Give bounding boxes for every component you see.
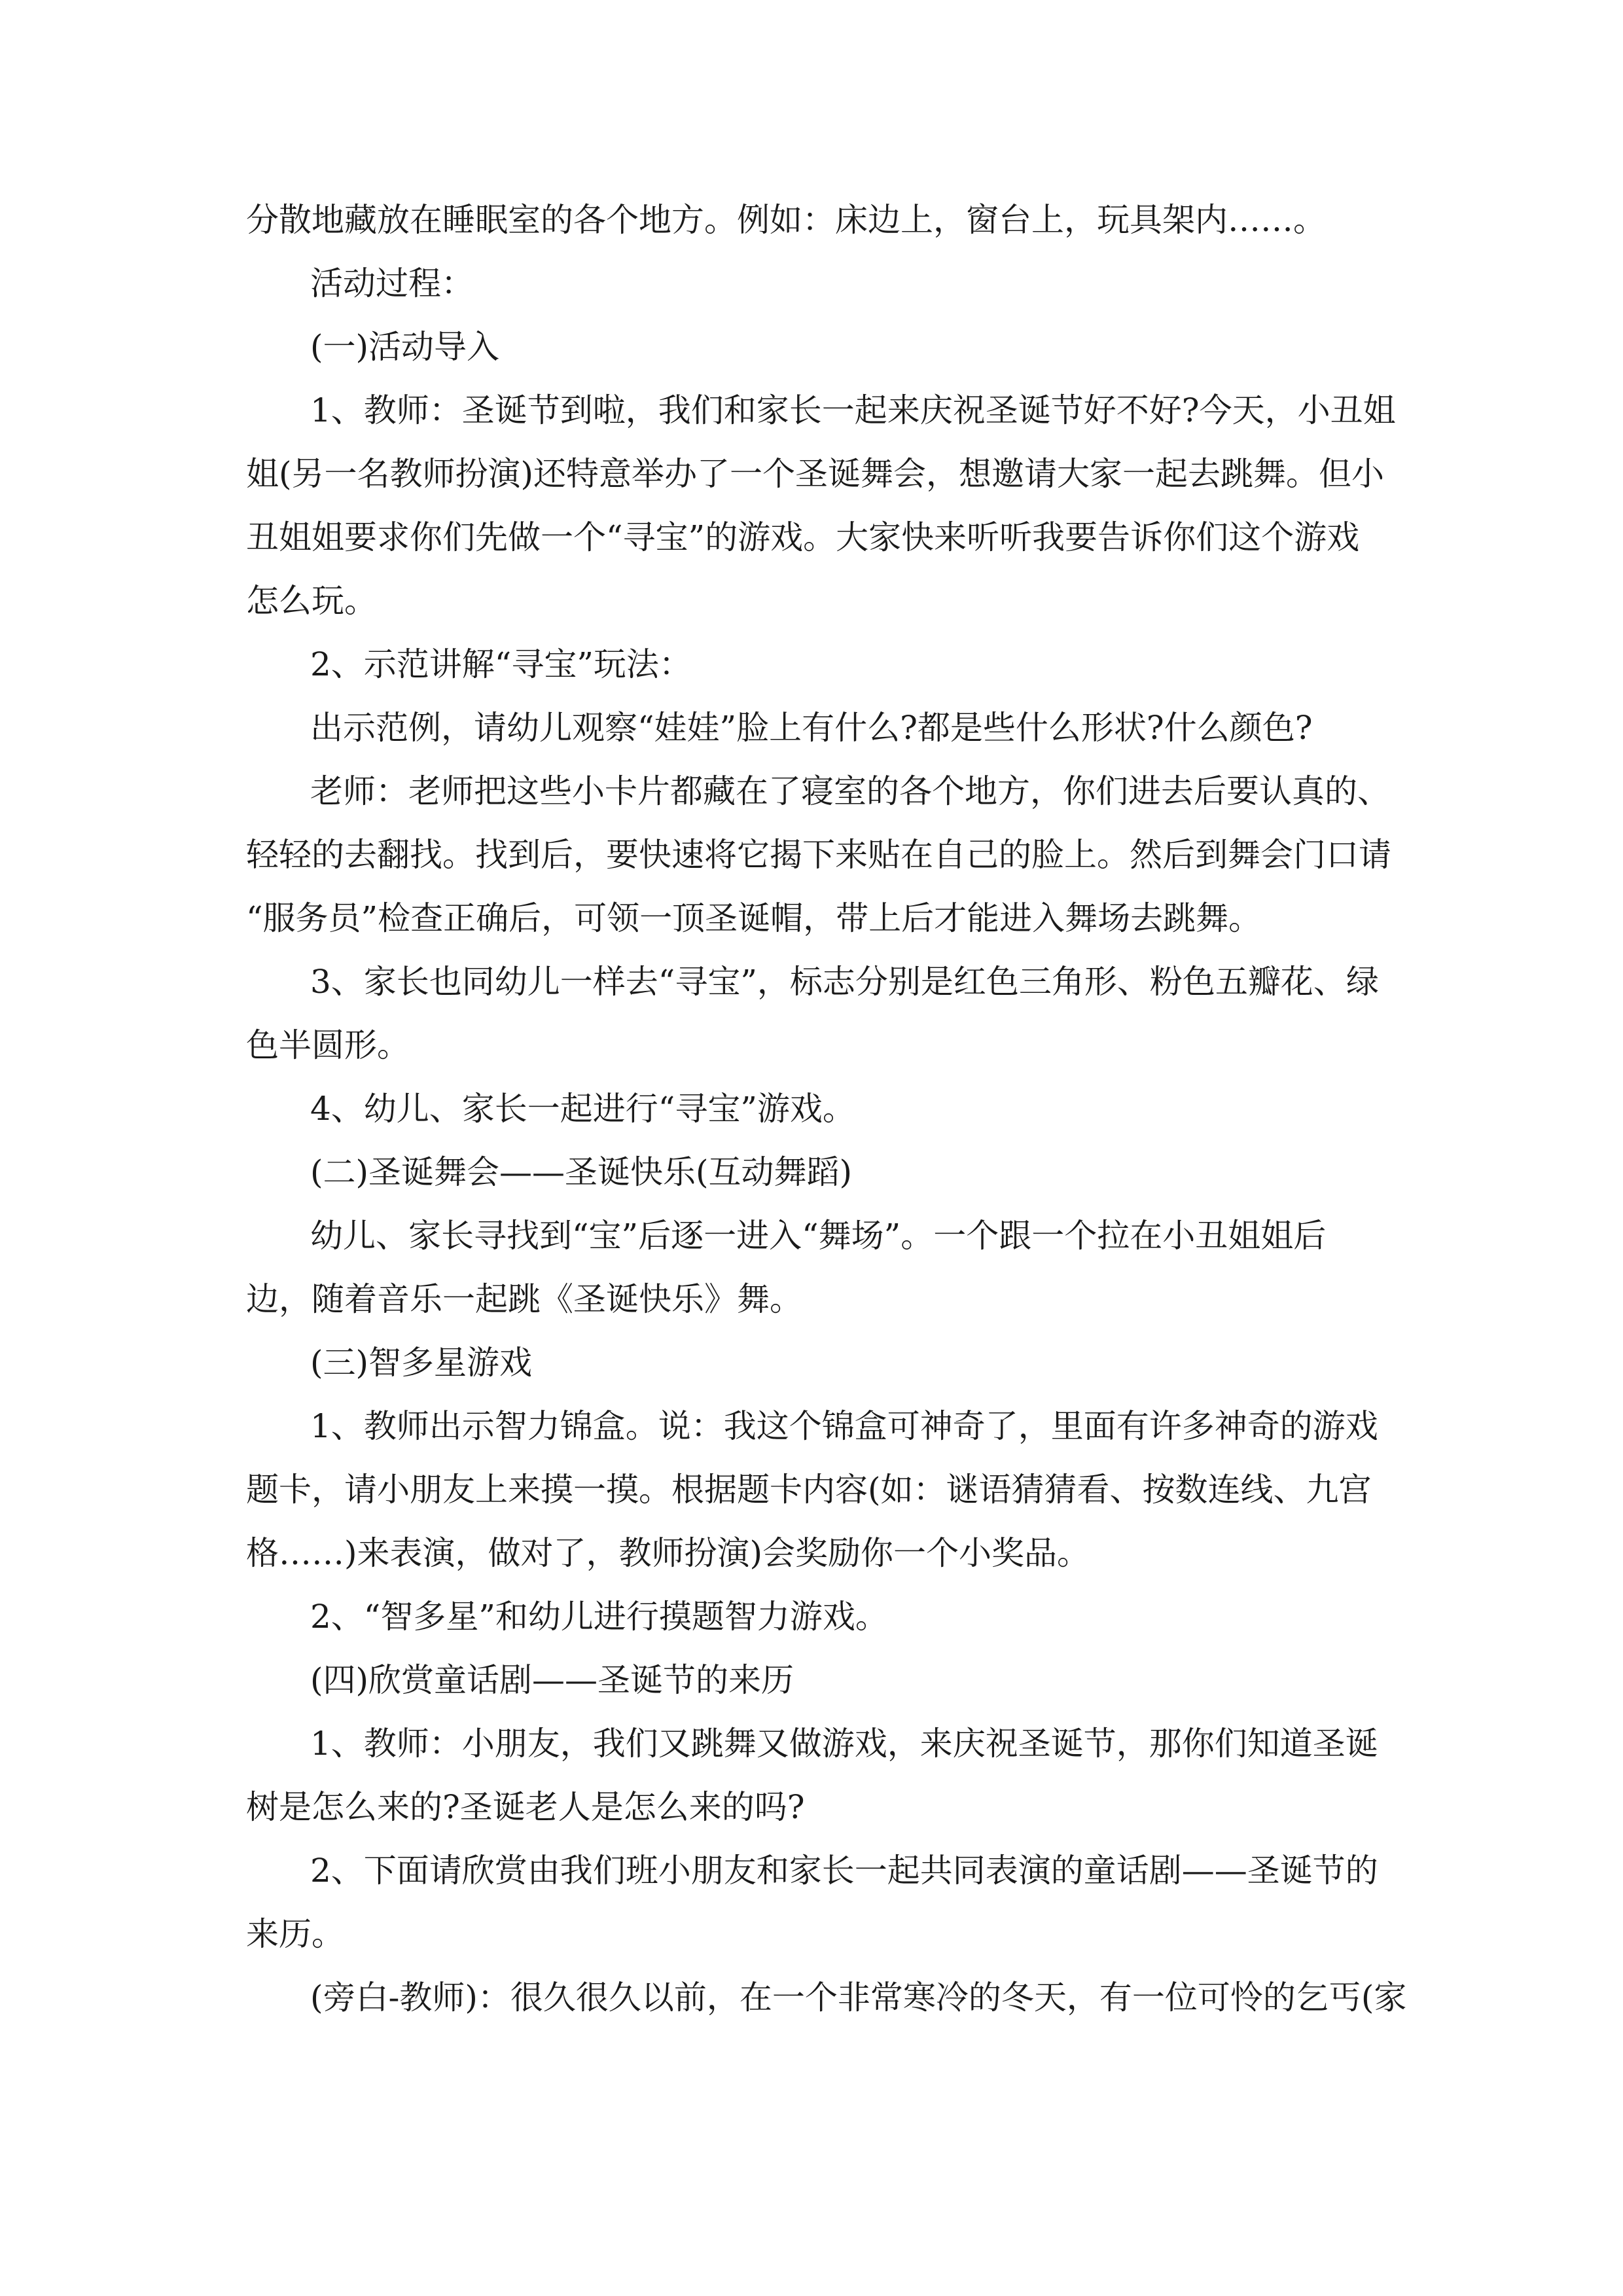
text-line: “服务员”检查正确后，可领一顶圣诞帽，带上后才能进入舞场去跳舞。 [246,899,1262,937]
section-heading: (四)欣赏童话剧——圣诞节的来历 [310,1661,794,1699]
text-line: 1、教师出示智力锦盒。说：我这个锦盒可神奇了，里面有许多神奇的游戏 [310,1407,1378,1445]
text-line: 格……)来表演，做对了，教师扮演)会奖励你一个小奖品。 [246,1534,1090,1572]
text-line: 分散地藏放在睡眠室的各个地方。例如：床边上，窗台上，玩具架内……。 [246,201,1326,239]
text-line: 树是怎么来的?圣诞老人是怎么来的吗? [246,1788,805,1826]
text-line: 2、下面请欣赏由我们班小朋友和家长一起共同表演的童话剧——圣诞节的 [310,1852,1378,1890]
text-line: 1、教师：圣诞节到啦，我们和家长一起来庆祝圣诞节好不好?今天，小丑姐 [310,391,1396,429]
text-line: 怎么玩。 [246,582,377,620]
text-line: 姐(另一名教师扮演)还特意举办了一个圣诞舞会，想邀请大家一起去跳舞。但小 [246,455,1385,493]
text-line: 出示范例，请幼儿观察“娃娃”脸上有什么?都是些什么形状?什么颜色? [310,709,1313,747]
text-line: 丑姐姐要求你们先做一个“寻宝”的游戏。大家快来听听我要告诉你们这个游戏 [246,518,1360,556]
text-line: 3、家长也同幼儿一样去“寻宝”，标志分别是红色三角形、粉色五瓣花、绿 [310,963,1379,1001]
text-line: 幼儿、家长寻找到“宝”后逐一进入“舞场”。一个跟一个拉在小丑姐姐后 [310,1217,1327,1255]
text-line: 题卡，请小朋友上来摸一摸。根据题卡内容(如：谜语猜猜看、按数连线、九宫 [246,1471,1372,1509]
section-heading: (一)活动导入 [310,328,500,366]
section-heading: (三)智多星游戏 [310,1344,533,1382]
text-line: 活动过程： [310,264,474,302]
text-line: 色半圆形。 [246,1026,410,1064]
text-line: 边，随着音乐一起跳《圣诞快乐》舞。 [246,1280,802,1318]
section-heading: (二)圣诞舞会——圣诞快乐(互动舞蹈) [310,1153,853,1191]
text-line: (旁白-教师)：很久很久以前，在一个非常寒冷的冬天，有一位可怜的乞丐(家 [310,1979,1407,2017]
text-line: 来历。 [246,1915,344,1953]
text-line: 2、示范讲解“寻宝”玩法： [310,645,692,683]
text-line: 2、“智多星”和幼儿进行摸题智力游戏。 [310,1598,888,1636]
text-line: 轻轻的去翻找。找到后，要快速将它揭下来贴在自己的脸上。然后到舞会门口请 [246,836,1391,874]
text-line: 1、教师：小朋友，我们又跳舞又做游戏，来庆祝圣诞节，那你们知道圣诞 [310,1725,1378,1763]
text-line: 4、幼儿、家长一起进行“寻宝”游戏。 [310,1090,855,1128]
text-line: 老师：老师把这些小卡片都藏在了寝室的各个地方，你们进去后要认真的、 [310,772,1390,810]
